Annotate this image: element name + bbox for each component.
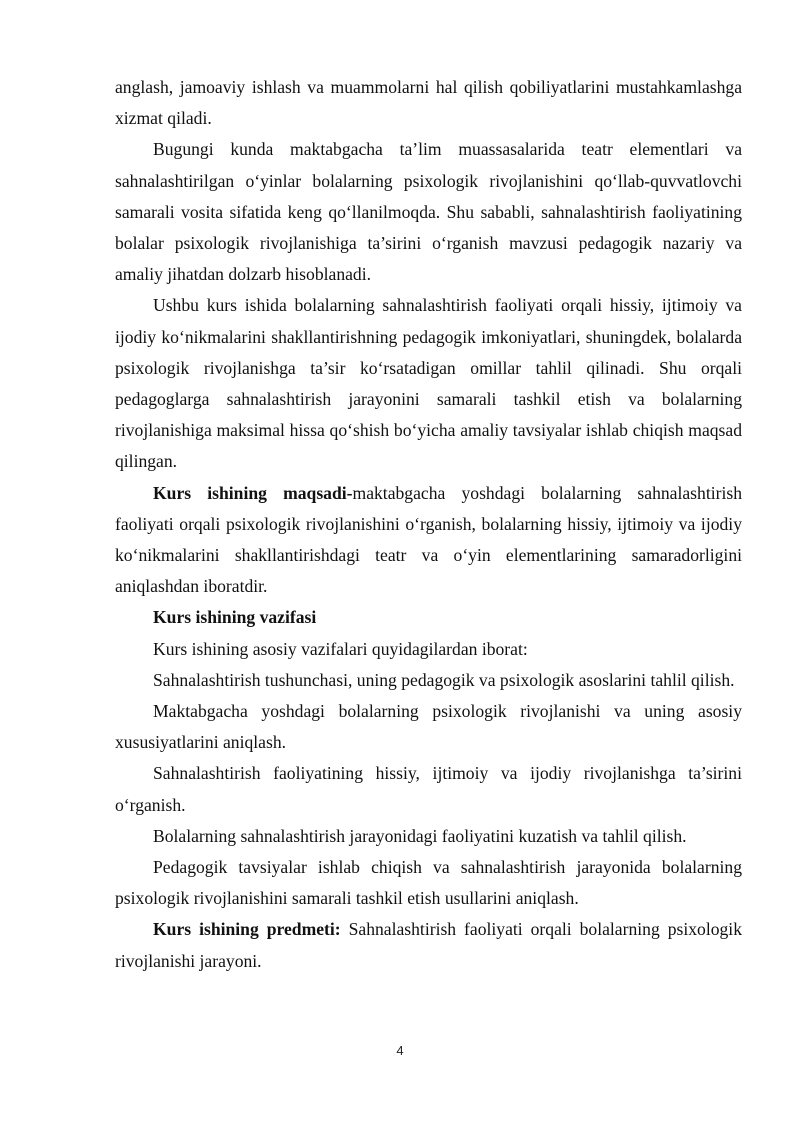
paragraph-text: Bugungi kunda maktabgacha ta’lim muassasalarida teatr elementlari va sahnalashtirilgan o‘yinlar bolalarning psixologik rivojlanishini qo‘llab-quvvatlovchi samarali vosita sifatida keng qo‘llanilmoqda. Shu sababli, sahnalashtirish faoliyatining bolalar psixologik rivojlanishiga ta’sirini o‘rganish mavzusi pedagogik nazariy va amaliy jihatdan dolzarb hisoblanadi. (115, 139, 742, 285)
task-item-5 (115, 852, 742, 914)
paragraph-text: Pedagogik tavsiyalar ishlab chiqish va sahnalashtirish jarayonida bolalarning psixologik rivojlanishini samarali tashkil etish usullarini aniqlash. (115, 857, 742, 909)
paragraph-tasks-heading (115, 602, 742, 633)
paragraph-text: Bolalarning sahnalashtirish jarayonidagi faoliyatini kuzatish va tahlil qilish. (153, 825, 687, 846)
page-number: 4 (396, 1043, 404, 1058)
paragraph-goal (115, 478, 742, 603)
paragraph-text: Sahnalashtirish faoliyatining hissiy, ijtimoiy va ijodiy rivojlanishga ta’sirini o‘rganish. (115, 763, 742, 815)
paragraph-scope (115, 290, 742, 477)
paragraph-subject (115, 914, 742, 976)
paragraph-text: anglash, jamoaviy ishlash va muammolarni hal qilish qobiliyatlarini mustahkamlashga xizmat qiladi. (115, 77, 742, 129)
subject-heading: Kurs ishining predmeti: (153, 919, 341, 940)
paragraph-text: Ushbu kurs ishida bolalarning sahnalashtirish faoliyati orqali hissiy, ijtimoiy va ijodiy ko‘nikmalarini shakllantirishning pedagogik imkoniyatlari, shuningdek, bolalarda psixologik rivojlanishga ta’sir ko‘rsatadigan omillar tahlil qilinadi. Shu orqali pedagoglarga sahnalashtirish jarayonini samarali tashkil etish va bolalarning rivojlanishiga maksimal hissa qo‘shish bo‘yicha amaliy tavsiyalar ishlab chiqish maqsad qilingan. (115, 295, 742, 472)
paragraph-text: maktabgacha yoshdagi bolalarning sahnalashtirish faoliyati orqali psixologik rivojlanishini o‘rganish, bolalarning hissiy, ijtimoiy va ijodiy ko‘nikmalarini shakllantirishdagi teatr va o‘yin elementlarining samaradorligini aniqlashdan iboratdir. (115, 482, 742, 597)
paragraph-relevance (115, 134, 742, 290)
paragraph-tasks-intro (115, 634, 742, 665)
paragraph-text: Kurs ishining asosiy vazifalari quyidagilardan iborat: (153, 638, 528, 659)
paragraph-text: Maktabgacha yoshdagi bolalarning psixologik rivojlanishi va uning asosiy xususiyatlarini aniqlash. (115, 701, 742, 753)
page-body (115, 72, 742, 977)
task-item-1 (115, 665, 742, 696)
task-item-3 (115, 758, 742, 820)
goal-heading: Kurs ishining maqsadi- (153, 482, 353, 503)
tasks-heading: Kurs ishining vazifasi (153, 607, 317, 628)
paragraph-text: Sahnalashtirish faoliyati orqali bolalarning psixologik rivojlanishi jarayoni. (115, 919, 742, 971)
task-item-4 (115, 821, 742, 852)
task-item-2 (115, 696, 742, 758)
paragraph-continuation (115, 72, 742, 134)
paragraph-text: Sahnalashtirish tushunchasi, uning pedagogik va psixologik asoslarini tahlil qilish. (153, 669, 735, 690)
